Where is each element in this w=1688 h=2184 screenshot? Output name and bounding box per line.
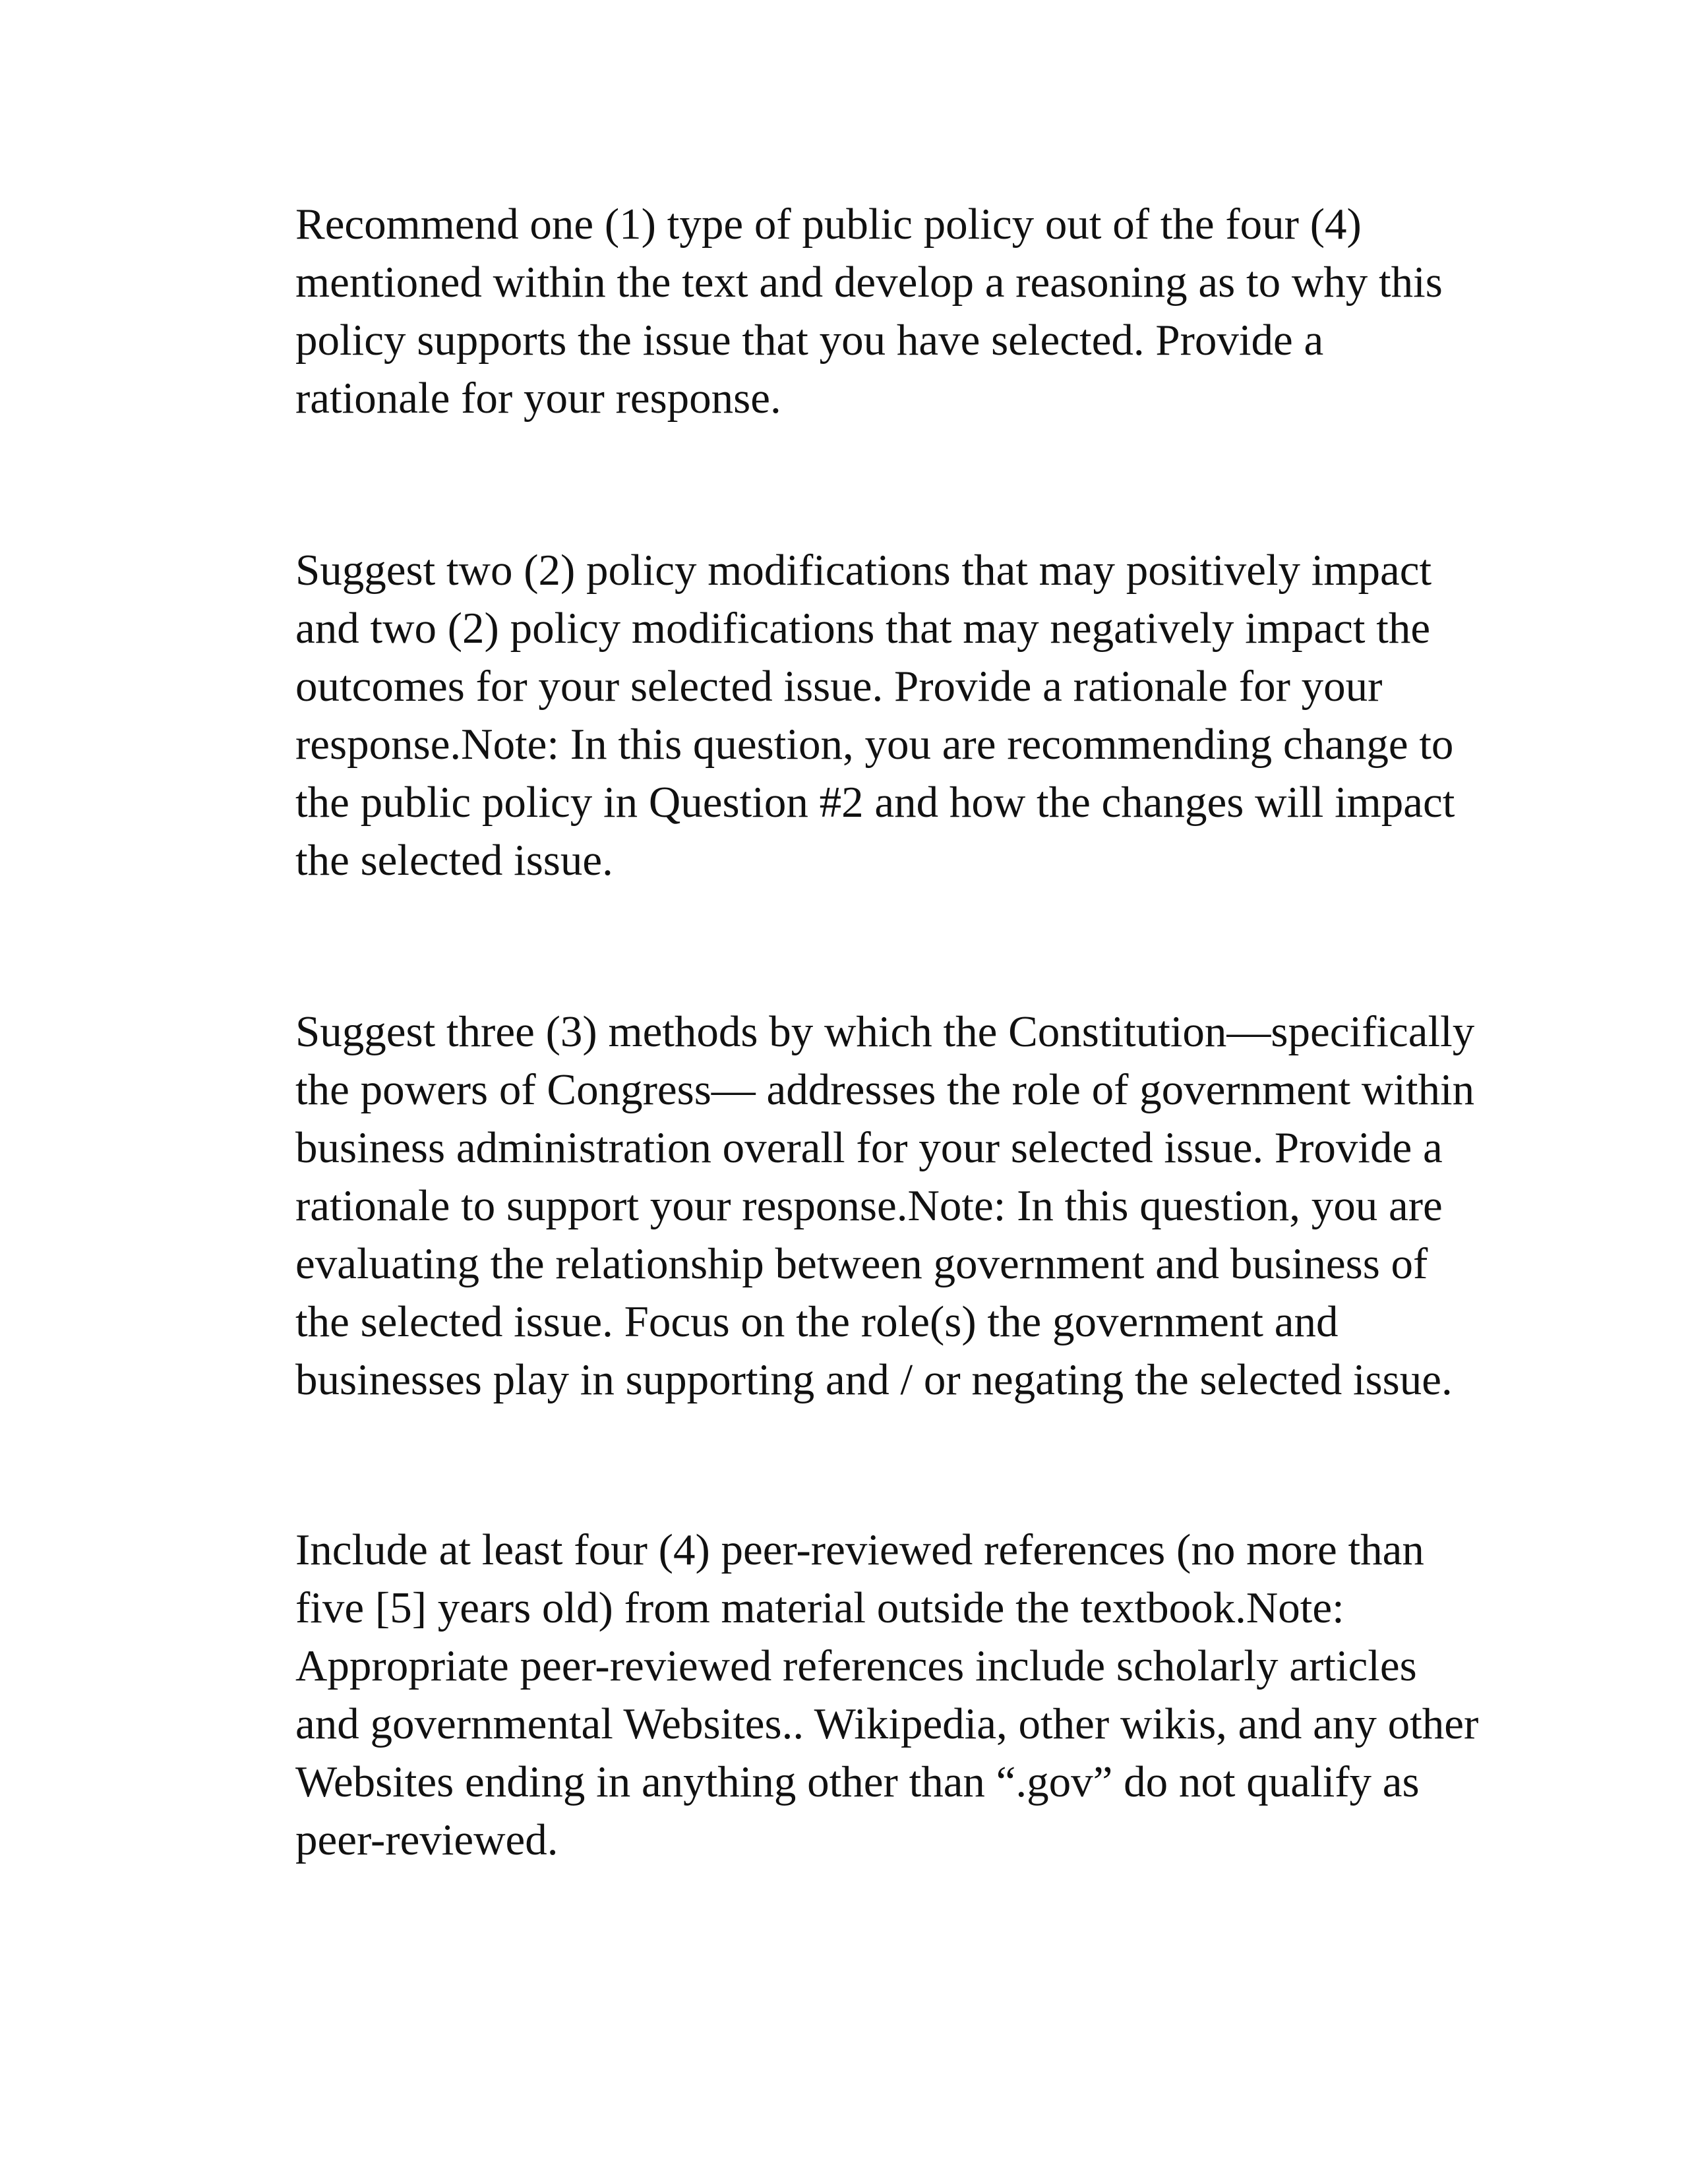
text-line: the selected issue.	[295, 836, 613, 885]
text-line: mentioned within the text and develop a reasoning as to why this	[295, 258, 1443, 307]
text-line: Recommend one (1) type of public policy out of the four (4)	[295, 200, 1362, 249]
paragraph-policy-modifications	[295, 541, 1455, 889]
text-line: Include at least four (4) peer-reviewed references (no more than	[295, 1525, 1424, 1574]
paragraph-references	[295, 1521, 1478, 1869]
text-line: policy supports the issue that you have selected. Provide a	[295, 316, 1324, 365]
text-line: the public policy in Question #2 and how the changes will impact	[295, 778, 1455, 827]
text-line: rationale for your response.	[295, 374, 781, 423]
paragraph-policy-recommendation	[295, 195, 1443, 427]
text-line: Suggest two (2) policy modifications that may positively impact	[295, 546, 1432, 595]
text-line: the powers of Congress— addresses the role of government within	[295, 1065, 1475, 1114]
text-line: outcomes for your selected issue. Provide a rationale for your	[295, 662, 1383, 711]
text-line: the selected issue. Focus on the role(s) the government and	[295, 1297, 1339, 1346]
text-line: five [5] years old) from material outside the textbook.Note:	[295, 1583, 1344, 1632]
text-line: Appropriate peer-reviewed references include scholarly articles	[295, 1641, 1417, 1690]
text-line: Suggest three (3) methods by which the Constitution—specifically	[295, 1007, 1475, 1056]
text-line: business administration overall for your selected issue. Provide a	[295, 1123, 1443, 1172]
text-line: and governmental Websites.. Wikipedia, other wikis, and any other	[295, 1699, 1479, 1748]
text-line: response.Note: In this question, you are recommending change to	[295, 720, 1454, 769]
text-line: rationale to support your response.Note: In this question, you are	[295, 1181, 1443, 1230]
text-line: peer-reviewed.	[295, 1815, 558, 1864]
text-line: businesses play in supporting and / or negating the selected issue.	[295, 1355, 1453, 1404]
text-line: and two (2) policy modifications that may negatively impact the	[295, 604, 1431, 653]
text-line: Websites ending in anything other than “.gov” do not qualify as	[295, 1757, 1420, 1806]
text-line: evaluating the relationship between government and business of	[295, 1239, 1428, 1288]
paragraph-constitution-methods	[295, 1003, 1474, 1409]
